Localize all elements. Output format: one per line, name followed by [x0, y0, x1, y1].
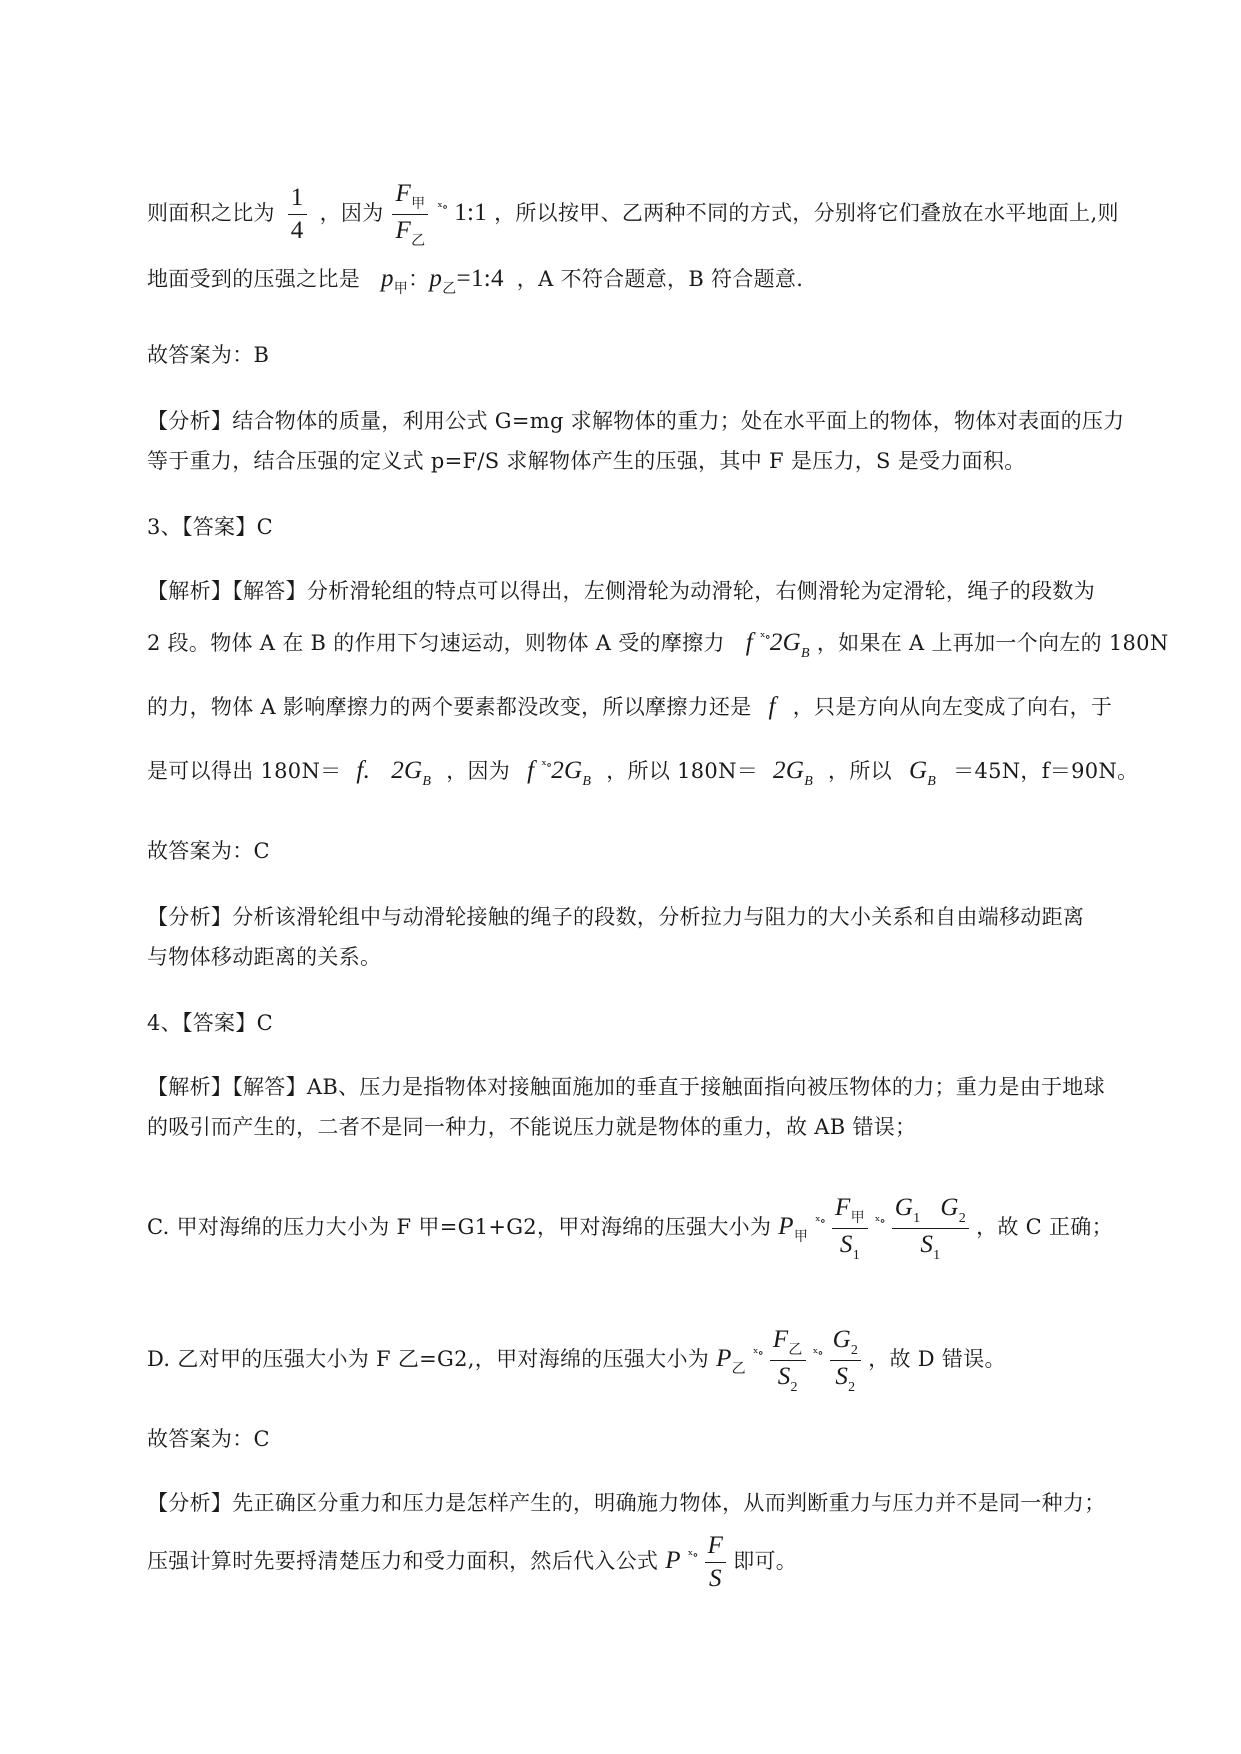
area-symbol: S	[777, 1363, 791, 1390]
question-3-answer: 3、【答案】C	[147, 515, 274, 539]
text: ，因为	[319, 201, 384, 225]
text: 则面积之比为	[147, 201, 275, 225]
gravity-symbol: G	[894, 1194, 914, 1221]
q3-line-3	[147, 692, 1112, 722]
pressure-symbol: P	[665, 1547, 681, 1574]
subscript: B	[582, 774, 592, 789]
q4-option-c	[147, 1194, 1113, 1263]
subscript: B	[801, 646, 810, 661]
force-symbol: F	[835, 1194, 851, 1221]
area-symbol: S	[835, 1363, 849, 1390]
subscript: 乙	[411, 234, 426, 249]
force-symbol: F	[395, 217, 412, 244]
garbled-symbol: ˣ∘	[752, 1346, 763, 1361]
subscript: 2	[958, 1211, 967, 1226]
q3-line-2	[147, 628, 1169, 662]
q4-option-d	[147, 1326, 1006, 1395]
subscript: B	[422, 774, 432, 789]
subscript: B	[927, 774, 937, 789]
two-gb: 2G	[551, 757, 583, 784]
solution-line-2	[147, 264, 803, 298]
analysis-line-2	[147, 1532, 797, 1593]
text: ，A 不符合题意，B 符合题意.	[516, 267, 804, 291]
garbled-symbol: ˣ∘	[437, 200, 448, 215]
fraction-g-over-s	[892, 1194, 969, 1263]
text: D. 乙对甲的压强大小为 F 乙=G2,，甲对海绵的压强大小为	[147, 1347, 710, 1371]
q4-line-1: 【解析】【解答】AB、压力是指物体对接触面施加的垂直于接触面指向被压物体的力；重力是由于地球	[147, 1075, 1105, 1099]
friction-symbol: f	[745, 629, 753, 656]
gravity-symbol: G	[940, 1194, 959, 1221]
subscript: 1	[913, 1211, 921, 1226]
subscript: 2	[848, 1380, 856, 1395]
friction-symbol: f	[768, 693, 776, 720]
pressure-symbol: P	[778, 1213, 794, 1240]
denominator: 4	[290, 217, 304, 244]
analysis-line-2: 等于重力，结合压强的定义式 p=F/S 求解物体产生的压强，其中 F 是压力，S 是受力面积。	[147, 449, 1026, 473]
pressure-symbol: p	[429, 265, 443, 292]
subscript: B	[804, 774, 814, 789]
area-symbol: S	[709, 1565, 722, 1592]
garbled-symbol: ˣ∘	[812, 1346, 823, 1361]
two-gb: 2G	[769, 629, 802, 656]
gb-symbol: G	[908, 757, 928, 784]
garbled-symbol: ˣ∘	[687, 1548, 698, 1563]
friction-symbol: f	[527, 757, 535, 784]
force-symbol: F	[772, 1326, 789, 1353]
fraction-g-over-s	[830, 1326, 862, 1395]
fraction-f-over-s	[770, 1326, 806, 1395]
text: ，所以按甲、乙两种不同的方式，分别将它们叠放在水平地面上,则	[494, 201, 1119, 225]
text: C. 甲对海绵的压力大小为 F 甲=G1+G2，甲对海绵的压强大小为	[147, 1215, 772, 1239]
text: 即可。	[733, 1549, 798, 1573]
text: 的力，物体 A 影响摩擦力的两个要素都没改变，所以摩擦力还是	[147, 695, 752, 719]
analysis-line-1: 【分析】先正确区分重力和压力是怎样产生的，明确施力物体，从而判断重力与压力并不是同一种力；	[147, 1491, 1106, 1515]
analysis-line-1: 【分析】分析该滑轮组中与动滑轮接触的绳子的段数，分析拉力与阻力的大小关系和自由端移动距离	[147, 905, 1085, 929]
text: 是可以得出 180N＝	[147, 759, 342, 783]
garbled-symbol: ˣ∘	[541, 758, 552, 773]
text: ＝45N，f＝90N。	[953, 759, 1139, 783]
garbled-symbol: ˣ∘	[815, 1214, 826, 1229]
garbled-symbol: ˣ∘	[874, 1214, 885, 1229]
analysis-line-1: 【分析】结合物体的质量，利用公式 G=mg 求解物体的重力；处在水平面上的物体，物体对表面的压力	[147, 409, 1125, 433]
text: 2 段。物体 A 在 B 的作用下匀速运动，则物体 A 受的摩擦力	[147, 631, 725, 655]
pressure-symbol: p	[380, 265, 394, 292]
text: ，所以	[828, 759, 892, 783]
analysis-line-2: 与物体移动距离的关系。	[147, 945, 382, 969]
subscript: 1	[852, 1248, 860, 1263]
text: 压强计算时先要捋清楚压力和受力面积，然后代入公式	[147, 1549, 659, 1573]
subscript: 甲	[793, 1230, 809, 1245]
answer-line: 故答案为：C	[147, 1427, 270, 1451]
area-symbol: S	[920, 1231, 934, 1258]
area-symbol: S	[839, 1231, 853, 1258]
subscript: 1	[933, 1248, 941, 1263]
answer-line: 故答案为：C	[147, 839, 270, 863]
subscript: 乙	[442, 282, 457, 297]
colon: ：	[408, 267, 430, 291]
text: ，如果在 A 上再加一个向左的 180N	[816, 631, 1169, 655]
gravity-symbol: G	[832, 1326, 851, 1353]
garbled-symbol: ˣ∘	[759, 630, 770, 645]
two-gb: 2G	[773, 757, 805, 784]
subscript: 甲	[850, 1211, 865, 1226]
subscript: 甲	[411, 197, 426, 212]
force-symbol: F	[395, 180, 412, 207]
subscript: 2	[790, 1380, 798, 1395]
answer-line: 故答案为：B	[147, 343, 270, 367]
q3-line-4	[147, 756, 1138, 790]
question-4-answer: 4、【答案】C	[147, 1011, 274, 1035]
subscript: 乙	[788, 1343, 803, 1358]
two-gb: 2G	[391, 757, 423, 784]
solution-line-1	[147, 180, 1119, 249]
q4-line-2: 的吸引而产生的，二者不是同一种力，不能说压力就是物体的重力，故 AB 错误；	[147, 1115, 917, 1139]
text: ，故 D 错误。	[868, 1347, 1006, 1371]
force-symbol: F	[705, 1532, 727, 1563]
fraction-one-quarter	[288, 184, 307, 245]
ratio-value: =1:4	[456, 265, 504, 292]
fraction-f-over-s	[705, 1532, 727, 1593]
text: ，因为	[446, 759, 511, 783]
fraction-f-over-s	[832, 1194, 868, 1263]
text: 地面受到的压强之比是	[147, 267, 360, 291]
subscript: 2	[850, 1343, 859, 1358]
subscript: 乙	[731, 1362, 746, 1377]
text: ，故 C 正确；	[976, 1215, 1113, 1239]
pressure-symbol: P	[716, 1345, 732, 1372]
text: ，只是方向从向左变成了向右，于	[792, 695, 1113, 719]
numerator: 1	[288, 184, 307, 215]
subscript: 甲	[393, 282, 409, 297]
ratio-value: 1:1	[454, 199, 488, 226]
fraction-force-ratio	[392, 180, 428, 249]
friction-symbol: f.	[356, 757, 371, 784]
text: ，所以 180N＝	[606, 759, 759, 783]
q3-line-1: 【解析】【解答】分析滑轮组的特点可以得出，左侧滑轮为动滑轮，右侧滑轮为定滑轮，绳子的段数为	[147, 579, 1095, 603]
